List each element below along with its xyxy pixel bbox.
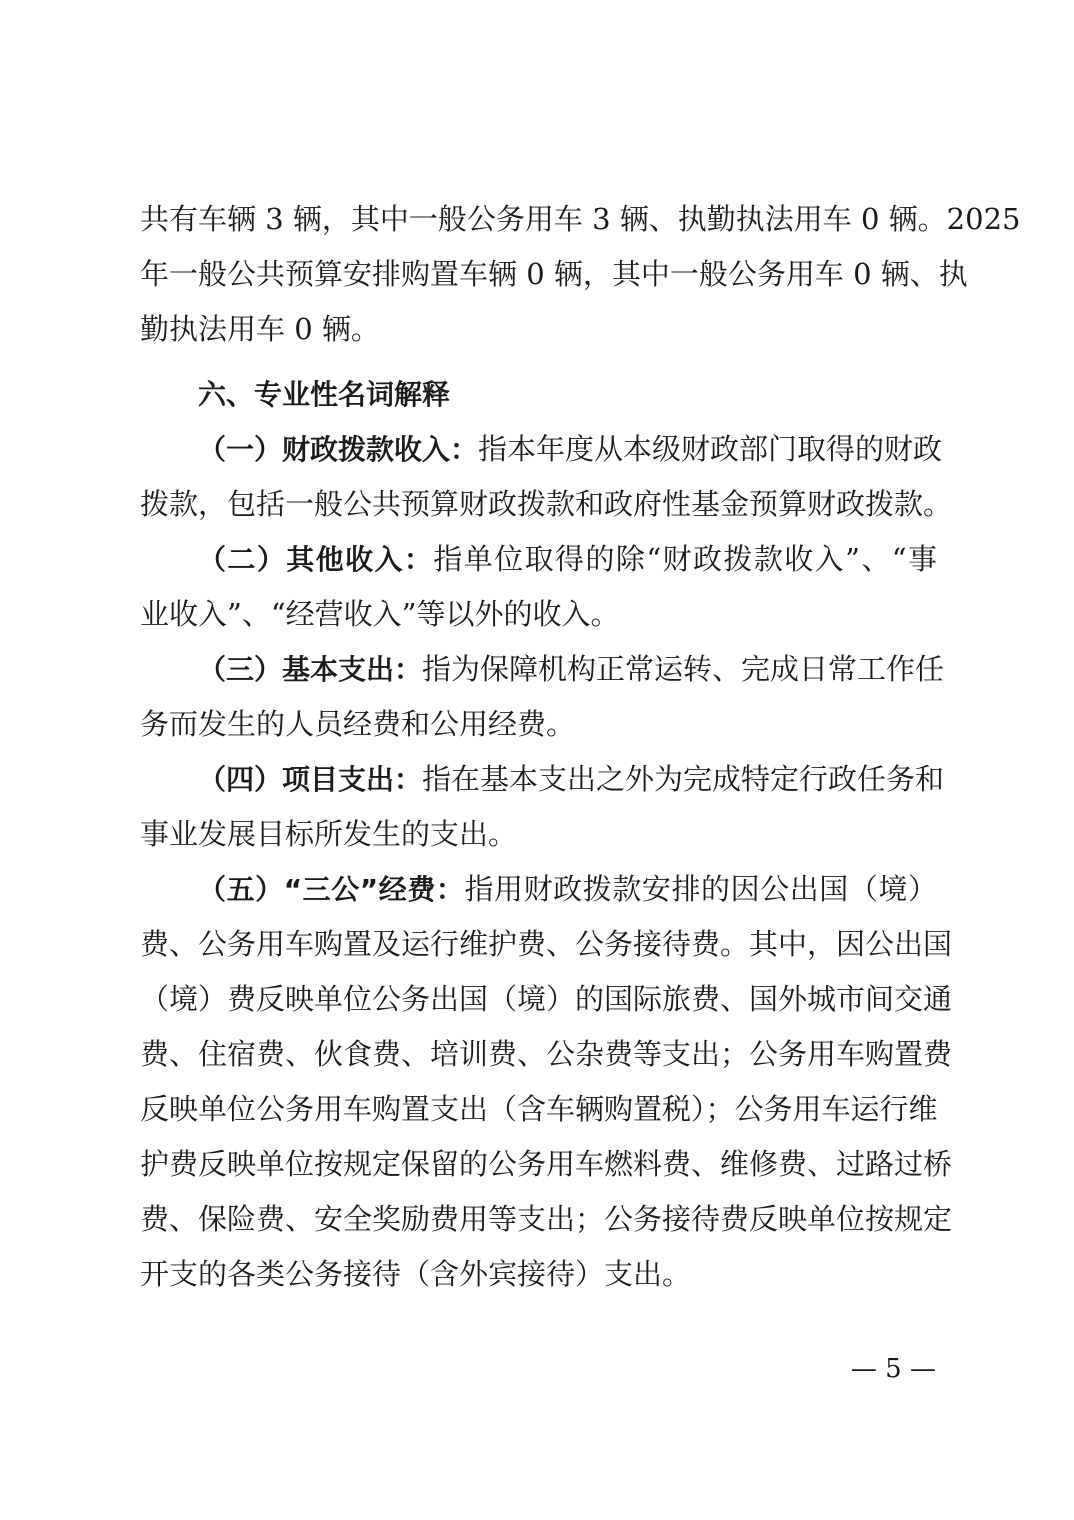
term-item-1-text: 指本年度从本级财政部门取得的财政 (478, 432, 943, 466)
term-item-5-line-2: 费、公务用车购置及运行维护费、公务接待费。其中，因公出国 (140, 927, 953, 961)
term-item-3-line-1 (140, 642, 945, 697)
paragraph-vehicles-line-1: 共有车辆 3 辆，其中一般公务用车 3 辆、执勤执法用车 0 辆。2025 (140, 202, 1021, 236)
term-item-2-text: 指单位取得的除“财政拨款收入”、“事 (433, 542, 937, 576)
term-item-3-text: 指为保障机构正常运转、完成日常工作任 (422, 652, 945, 686)
term-item-1-label: （一）财政拨款收入： (198, 433, 479, 466)
term-item-4-line-1 (140, 752, 945, 807)
paragraph-vehicles-line-3: 勤执法用车 0 辆。 (140, 312, 380, 346)
term-item-3-label: （三）基本支出： (198, 653, 423, 686)
term-item-4-label: （四）项目支出： (198, 763, 423, 796)
document-body (140, 192, 1021, 1302)
term-item-2-line-1 (140, 532, 937, 587)
term-item-4-text: 指在基本支出之外为完成特定行政任务和 (422, 762, 945, 796)
term-item-5-line-5: 反映单位公务用车购置支出（含车辆购置税）；公务用车运行维 (140, 1092, 938, 1126)
term-item-5-line-8: 开支的各类公务接待（含外宾接待）支出。 (140, 1257, 692, 1291)
term-item-1-line-1 (140, 422, 943, 477)
term-item-5-line-7: 费、保险费、安全奖励费用等支出；公务接待费反映单位按规定 (140, 1202, 953, 1236)
term-item-1-line-2: 拨款，包括一般公共预算财政拨款和政府性基金预算财政拨款。 (140, 487, 953, 521)
page-number: — 5 — (850, 1354, 936, 1384)
section-heading-terms: 六、专业性名词解释 (198, 378, 451, 411)
term-item-5-line-3: （境）费反映单位公务出国（境）的国际旅费、国外城市间交通 (140, 982, 953, 1016)
paragraph-vehicles-line-2: 年一般公共预算安排购置车辆 0 辆，其中一般公务用车 0 辆、执 (140, 257, 968, 291)
term-item-5-line-1 (140, 862, 937, 917)
term-item-5-label: （五）“三公”经费： (198, 873, 465, 906)
term-item-5-text: 指用财政拨款安排的因公出国（境） (464, 872, 937, 906)
term-item-2-line-2: 业收入”、“经营收入”等以外的收入。 (140, 597, 620, 631)
term-item-3-line-2: 务而发生的人员经费和公用经费。 (140, 707, 576, 741)
term-item-2-label: （二）其他收入： (198, 543, 434, 576)
term-item-5-line-6: 护费反映单位按规定保留的公务用车燃料费、维修费、过路过桥 (140, 1147, 953, 1181)
term-item-5-line-4: 费、住宿费、伙食费、培训费、公杂费等支出；公务用车购置费 (140, 1037, 953, 1071)
term-item-4-line-2: 事业发展目标所发生的支出。 (140, 817, 518, 851)
